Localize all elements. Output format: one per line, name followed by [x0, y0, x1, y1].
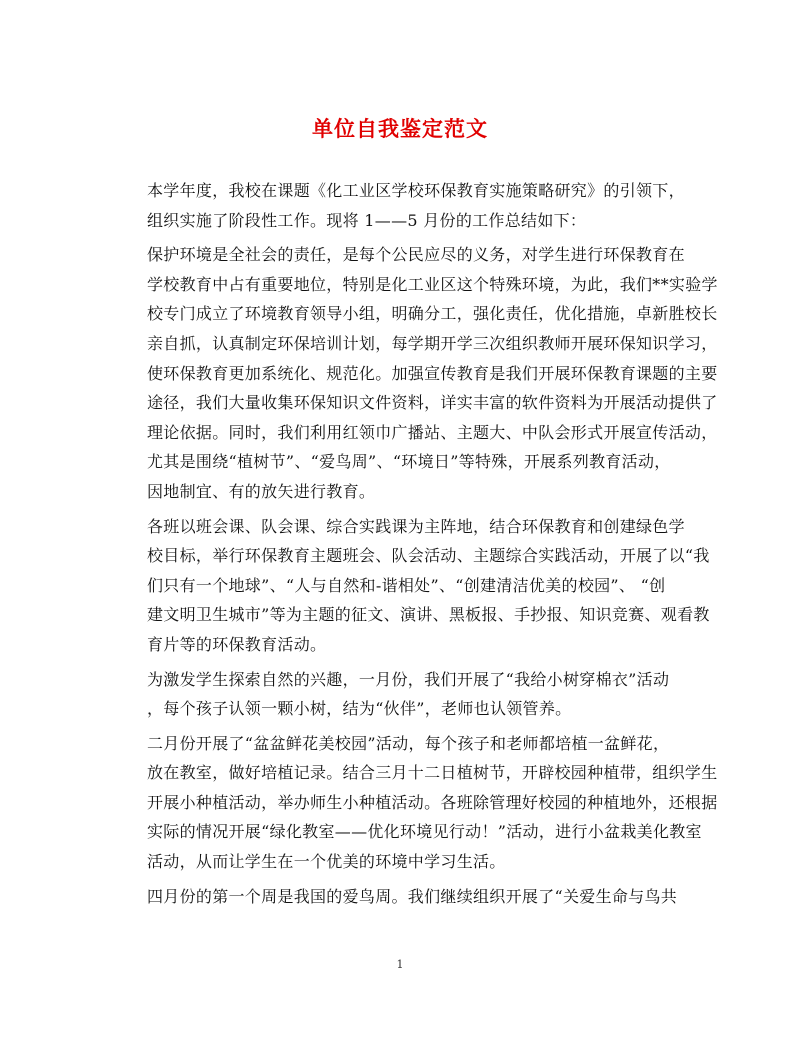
paragraph: [147, 665, 670, 724]
document-body: [147, 176, 718, 911]
paragraph-line: 使环保教育更加系统化、规范化。加强宣传教育是我们开展环保教育课题的主要: [147, 363, 718, 383]
paragraph: [147, 729, 718, 877]
paragraph-line: 为激发学生探索自然的兴趣，一月份，我们开展了“我给小树穿棉衣”活动: [147, 669, 670, 689]
paragraph: [147, 512, 710, 660]
paragraph-line: 保护环境是全社会的责任，是每个公民应尽的义务，对学生进行环保教育在: [147, 245, 685, 265]
paragraph-line: 放在教室，做好培植记录。结合三月十二日植树节，开辟校园种植带，组织学生: [147, 763, 718, 783]
paragraph-line: 二月份开展了“盆盆鲜花美校园”活动，每个孩子和老师都培植一盆鲜花，: [147, 733, 670, 753]
document-title: 单位自我鉴定范文: [312, 116, 488, 141]
paragraph-line: 亲自抓，认真制定环保培训计划，每学期开学三次组织教师开展环保知识学习，: [147, 333, 718, 353]
paragraph-line: 学校教育中占有重要地位，特别是化工业区这个特殊环境，为此，我们**实验学: [147, 274, 718, 294]
paragraph-line: 们只有一个地球”、“人与自然和-谐相处”、“创建清洁优美的校园”、 “创: [147, 575, 666, 595]
paragraph-line: 育片等的环保教育活动。: [147, 634, 327, 654]
paragraph-line: 实际的情况开展“绿化教室——优化环境见行动！”活动，进行小盆栽美化教室: [147, 822, 702, 842]
paragraph: [147, 240, 718, 506]
paragraph-line: 组织实施了阶段性工作。现将 1——5 月份的工作总结如下：: [147, 210, 587, 230]
paragraph-line: 活动，从而让学生在一个优美的环境中学习生活。: [147, 852, 506, 872]
paragraph-line: 因地制宜、有的放矢进行教育。: [147, 481, 376, 501]
paragraph-line: 尤其是围绕“植树节”、“爱鸟周”、“环境日”等特殊，开展系列教育活动，: [147, 452, 671, 472]
paragraph-line: 理论依据。同时，我们利用红领巾广播站、主题大、中队会形式开展宣传活动，: [147, 422, 718, 442]
paragraph: [147, 882, 678, 912]
paragraph-line: 途径，我们大量收集环保知识文件资料，详实丰富的软件资料为开展活动提供了: [147, 393, 718, 413]
paragraph-line: ，每个孩子认领一颗小树，结为“伙伴”，老师也认领管养。: [147, 699, 572, 719]
paragraph-line: 校专门成立了环境教育领导小组，明确分工，强化责任，优化措施，卓新胜校长: [147, 304, 718, 324]
page-number: 1: [396, 958, 404, 971]
paragraph-line: 校目标，举行环保教育主题班会、队会活动、主题综合实践活动，开展了以“我: [147, 546, 710, 566]
paragraph-line: 各班以班会课、队会课、综合实践课为主阵地，结合环保教育和创建绿色学: [147, 516, 685, 536]
paragraph: [147, 176, 685, 235]
paragraph-line: 四月份的第一个周是我国的爱鸟周。我们继续组织开展了“关爱生命与鸟共: [147, 886, 678, 906]
paragraph-line: 本学年度，我校在课题《化工业区学校环保教育实施策略研究》的引领下，: [147, 181, 685, 200]
paragraph-line: 建文明卫生城市”等为主题的征文、演讲、黑板报、手抄报、知识竞赛、观看教: [147, 605, 710, 625]
paragraph-line: 开展小种植活动，举办师生小种植活动。各班除管理好校园的种植地外，还根据: [147, 792, 718, 812]
